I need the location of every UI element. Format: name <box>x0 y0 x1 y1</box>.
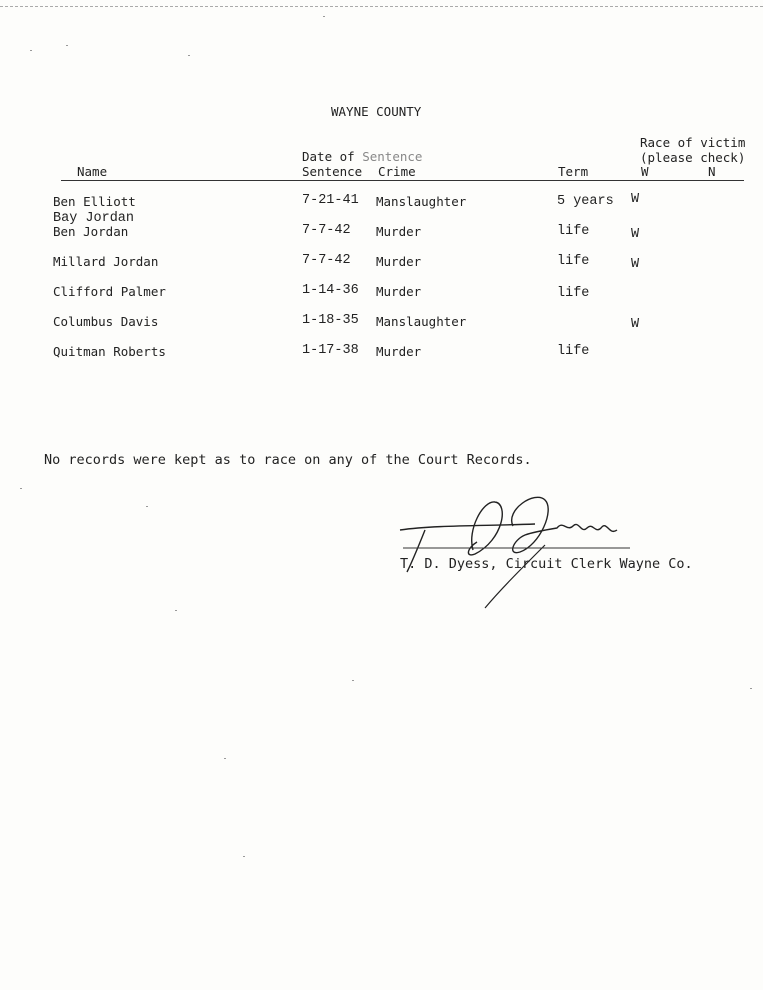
scan-speck <box>20 488 22 489</box>
header-date-of-label: Date of <box>302 149 355 164</box>
scan-speck <box>243 856 245 857</box>
county-title: WAYNE COUNTY <box>331 104 422 119</box>
header-w: W <box>641 164 649 179</box>
record-name: Clifford Palmer <box>53 284 166 299</box>
header-rule <box>61 180 744 181</box>
record-name: Ben Elliott <box>53 194 136 209</box>
record-crime: Manslaughter <box>376 314 467 329</box>
scan-speck <box>352 680 354 681</box>
record-date: 1-14-36 <box>302 283 359 298</box>
scan-speck <box>30 50 32 51</box>
record-date: 1-18-35 <box>302 313 359 328</box>
record-crime: Murder <box>376 254 422 269</box>
scan-speck <box>224 758 226 759</box>
record-race-w: W <box>631 192 640 207</box>
header-name: Name <box>77 164 108 179</box>
record-race-w: W <box>631 227 640 242</box>
header-sentence: Sentence <box>302 164 363 179</box>
page-top-edge <box>0 0 763 7</box>
signature-line: T. D. Dyess, Circuit Clerk Wayne Co. <box>400 556 693 572</box>
record-crime: Manslaughter <box>376 194 467 209</box>
scan-speck <box>323 16 325 17</box>
record-crime: Murder <box>376 284 422 299</box>
record-date: 7-21-41 <box>302 193 359 208</box>
header-term: Term <box>558 164 589 179</box>
record-crime: Murder <box>376 344 422 359</box>
record-name: Millard Jordan <box>53 254 159 269</box>
record-term: 5 years <box>557 194 614 209</box>
record-race-w: W <box>631 257 640 272</box>
record-race-w: W <box>631 317 640 332</box>
record-term: life <box>557 254 590 269</box>
header-race-line1: Race of victim <box>640 135 746 150</box>
record-date: 1-17-38 <box>302 343 359 358</box>
record-name-correction: Bay Jordan <box>53 211 135 226</box>
record-date: 7-7-42 <box>302 223 351 238</box>
header-crime: Crime <box>378 164 416 179</box>
header-date-of <box>302 150 422 164</box>
header-date-of-overstrike: Sentence <box>362 149 423 164</box>
scan-speck <box>146 506 148 507</box>
scan-speck <box>175 610 177 611</box>
scan-speck <box>750 688 752 689</box>
record-term: life <box>557 344 590 359</box>
record-name: Ben Jordan <box>53 224 129 239</box>
handwritten-signature <box>395 490 635 615</box>
record-name: Columbus Davis <box>53 314 159 329</box>
record-crime: Murder <box>376 224 422 239</box>
record-term: life <box>557 224 590 239</box>
scan-speck <box>188 55 190 56</box>
header-race-line2: (please check) <box>640 150 746 165</box>
record-date: 7-7-42 <box>302 253 351 268</box>
record-name: Quitman Roberts <box>53 344 166 359</box>
records-note: No records were kept as to race on any of the Court Records. <box>44 452 532 468</box>
record-term: life <box>557 286 590 301</box>
header-n: N <box>708 164 716 179</box>
scan-speck <box>66 45 68 46</box>
